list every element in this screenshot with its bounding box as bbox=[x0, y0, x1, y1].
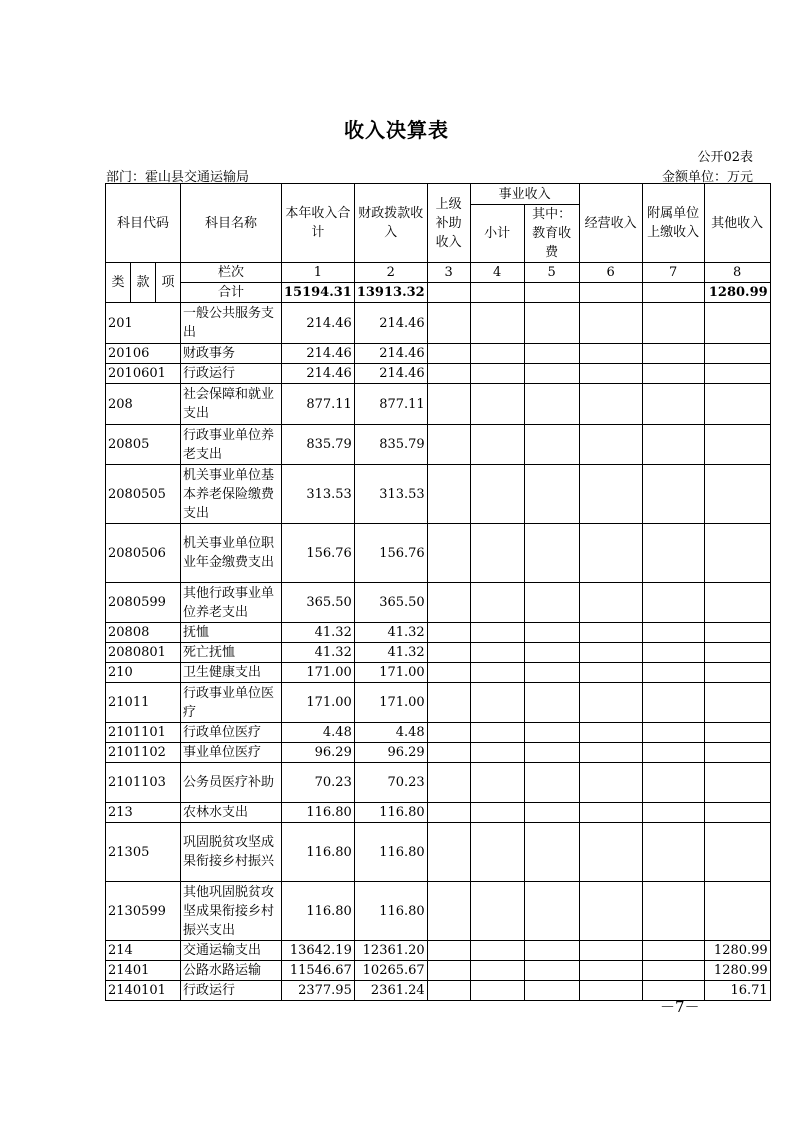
row-name: 社会保障和就业支出 bbox=[181, 384, 282, 425]
row-fiscal-allocation: 214.46 bbox=[354, 303, 427, 344]
row-education-fees bbox=[524, 823, 579, 882]
row-other-income bbox=[704, 683, 770, 723]
row-other-income bbox=[704, 524, 770, 583]
header-xiang: 项 bbox=[156, 263, 181, 303]
row-annual-income-total: 116.80 bbox=[282, 823, 355, 882]
row-annual-income-total: 214.46 bbox=[282, 303, 355, 344]
row-affiliated-income bbox=[642, 524, 704, 583]
table-row bbox=[106, 882, 771, 941]
row-affiliated-income bbox=[642, 763, 704, 803]
total-education-fees bbox=[524, 283, 579, 303]
row-subtotal bbox=[470, 961, 524, 981]
row-code: 20805 bbox=[106, 425, 181, 465]
total-label: 合计 bbox=[181, 283, 282, 303]
row-code: 2101102 bbox=[106, 743, 181, 763]
row-subtotal bbox=[470, 763, 524, 803]
row-operating-income bbox=[579, 823, 642, 882]
col-number: 2 bbox=[354, 263, 427, 283]
table-row bbox=[106, 384, 771, 425]
row-name: 行政事业单位医疗 bbox=[181, 683, 282, 723]
unit-label: 金额单位：万元 bbox=[661, 170, 753, 185]
page-title: 收入决算表 bbox=[344, 118, 449, 142]
row-affiliated-income bbox=[642, 344, 704, 364]
total-other-income: 1280.99 bbox=[704, 283, 770, 303]
row-fiscal-allocation: 4.48 bbox=[354, 723, 427, 743]
row-other-income bbox=[704, 743, 770, 763]
row-subtotal bbox=[470, 882, 524, 941]
row-annual-income-total: 41.32 bbox=[282, 643, 355, 663]
header-education-fees: 其中：教育收费 bbox=[524, 205, 579, 263]
row-operating-income bbox=[579, 623, 642, 643]
row-affiliated-income bbox=[642, 941, 704, 961]
row-name: 行政运行 bbox=[181, 364, 282, 384]
row-code: 2101103 bbox=[106, 763, 181, 803]
row-operating-income bbox=[579, 683, 642, 723]
row-superior-subsidy bbox=[427, 981, 470, 1001]
header-lei: 类 bbox=[106, 263, 131, 303]
total-subtotal bbox=[470, 283, 524, 303]
col-number: 8 bbox=[704, 263, 770, 283]
row-subtotal bbox=[470, 425, 524, 465]
row-operating-income bbox=[579, 303, 642, 344]
row-affiliated-income bbox=[642, 303, 704, 344]
row-annual-income-total: 365.50 bbox=[282, 583, 355, 623]
total-operating-income bbox=[579, 283, 642, 303]
row-name: 财政事务 bbox=[181, 344, 282, 364]
row-annual-income-total: 13642.19 bbox=[282, 941, 355, 961]
row-superior-subsidy bbox=[427, 763, 470, 803]
row-annual-income-total: 2377.95 bbox=[282, 981, 355, 1001]
row-affiliated-income bbox=[642, 723, 704, 743]
row-superior-subsidy bbox=[427, 961, 470, 981]
row-subtotal bbox=[470, 981, 524, 1001]
row-operating-income bbox=[579, 961, 642, 981]
table-row bbox=[106, 683, 771, 723]
row-other-income bbox=[704, 882, 770, 941]
row-other-income bbox=[704, 583, 770, 623]
total-annual-income: 15194.31 bbox=[282, 283, 355, 303]
row-annual-income-total: 877.11 bbox=[282, 384, 355, 425]
row-annual-income-total: 4.48 bbox=[282, 723, 355, 743]
row-other-income: 16.71 bbox=[704, 981, 770, 1001]
row-name: 公务员医疗补助 bbox=[181, 763, 282, 803]
row-subtotal bbox=[470, 643, 524, 663]
row-education-fees bbox=[524, 465, 579, 524]
table-row bbox=[106, 364, 771, 384]
row-subtotal bbox=[470, 364, 524, 384]
row-operating-income bbox=[579, 524, 642, 583]
row-affiliated-income bbox=[642, 803, 704, 823]
row-fiscal-allocation: 41.32 bbox=[354, 643, 427, 663]
row-superior-subsidy bbox=[427, 663, 470, 683]
row-subtotal bbox=[470, 723, 524, 743]
header-affiliated-unit-income: 附属单位上缴收入 bbox=[642, 184, 704, 263]
row-superior-subsidy bbox=[427, 465, 470, 524]
row-superior-subsidy bbox=[427, 803, 470, 823]
header-subject-code: 科目代码 bbox=[106, 184, 181, 263]
row-affiliated-income bbox=[642, 583, 704, 623]
row-annual-income-total: 116.80 bbox=[282, 803, 355, 823]
row-code: 201 bbox=[106, 303, 181, 344]
row-affiliated-income bbox=[642, 882, 704, 941]
row-code: 2101101 bbox=[106, 723, 181, 743]
row-subtotal bbox=[470, 941, 524, 961]
row-name: 一般公共服务支出 bbox=[181, 303, 282, 344]
row-education-fees bbox=[524, 683, 579, 723]
row-annual-income-total: 171.00 bbox=[282, 663, 355, 683]
row-affiliated-income bbox=[642, 384, 704, 425]
row-fiscal-allocation: 835.79 bbox=[354, 425, 427, 465]
row-code: 2130599 bbox=[106, 882, 181, 941]
row-other-income bbox=[704, 623, 770, 643]
row-superior-subsidy bbox=[427, 303, 470, 344]
row-affiliated-income bbox=[642, 663, 704, 683]
row-affiliated-income bbox=[642, 425, 704, 465]
row-fiscal-allocation: 214.46 bbox=[354, 344, 427, 364]
row-other-income bbox=[704, 364, 770, 384]
row-operating-income bbox=[579, 364, 642, 384]
row-subtotal bbox=[470, 384, 524, 425]
table-row bbox=[106, 961, 771, 981]
row-name: 事业单位医疗 bbox=[181, 743, 282, 763]
row-fiscal-allocation: 70.23 bbox=[354, 763, 427, 803]
row-affiliated-income bbox=[642, 364, 704, 384]
row-name: 行政运行 bbox=[181, 981, 282, 1001]
row-name: 卫生健康支出 bbox=[181, 663, 282, 683]
row-code: 21305 bbox=[106, 823, 181, 882]
page-number: －7－ bbox=[660, 998, 700, 1016]
row-annual-income-total: 96.29 bbox=[282, 743, 355, 763]
total-superior-subsidy bbox=[427, 283, 470, 303]
row-education-fees bbox=[524, 723, 579, 743]
col-number: 5 bbox=[524, 263, 579, 283]
header-other-income: 其他收入 bbox=[704, 184, 770, 263]
header-fiscal-allocation: 财政拨款收入 bbox=[354, 184, 427, 263]
row-superior-subsidy bbox=[427, 683, 470, 723]
row-annual-income-total: 70.23 bbox=[282, 763, 355, 803]
row-other-income bbox=[704, 643, 770, 663]
row-affiliated-income bbox=[642, 465, 704, 524]
total-fiscal-allocation: 13913.32 bbox=[354, 283, 427, 303]
table-row bbox=[106, 583, 771, 623]
row-education-fees bbox=[524, 583, 579, 623]
row-subtotal bbox=[470, 303, 524, 344]
row-fiscal-allocation: 116.80 bbox=[354, 823, 427, 882]
row-fiscal-allocation: 116.80 bbox=[354, 882, 427, 941]
row-education-fees bbox=[524, 303, 579, 344]
row-education-fees bbox=[524, 803, 579, 823]
table-row bbox=[106, 344, 771, 364]
row-superior-subsidy bbox=[427, 583, 470, 623]
row-operating-income bbox=[579, 882, 642, 941]
row-other-income: 1280.99 bbox=[704, 961, 770, 981]
row-code: 21401 bbox=[106, 961, 181, 981]
row-affiliated-income bbox=[642, 643, 704, 663]
row-code: 20808 bbox=[106, 623, 181, 643]
col-number: 6 bbox=[579, 263, 642, 283]
row-operating-income bbox=[579, 384, 642, 425]
row-code: 2080506 bbox=[106, 524, 181, 583]
row-code: 2080505 bbox=[106, 465, 181, 524]
row-name: 抚恤 bbox=[181, 623, 282, 643]
row-code: 213 bbox=[106, 803, 181, 823]
row-name: 其他巩固脱贫攻坚成果衔接乡村振兴支出 bbox=[181, 882, 282, 941]
row-education-fees bbox=[524, 384, 579, 425]
form-number: 公开02表 bbox=[697, 150, 753, 165]
row-operating-income bbox=[579, 344, 642, 364]
row-fiscal-allocation: 41.32 bbox=[354, 623, 427, 643]
row-education-fees bbox=[524, 643, 579, 663]
row-education-fees bbox=[524, 364, 579, 384]
header-business-income: 事业收入 bbox=[470, 184, 579, 205]
row-operating-income bbox=[579, 763, 642, 803]
row-other-income bbox=[704, 723, 770, 743]
row-education-fees bbox=[524, 425, 579, 465]
row-name: 机关事业单位职业年金缴费支出 bbox=[181, 524, 282, 583]
row-code: 208 bbox=[106, 384, 181, 425]
row-subtotal bbox=[470, 743, 524, 763]
row-subtotal bbox=[470, 465, 524, 524]
row-subtotal bbox=[470, 583, 524, 623]
row-code: 20106 bbox=[106, 344, 181, 364]
row-superior-subsidy bbox=[427, 823, 470, 882]
row-other-income bbox=[704, 763, 770, 803]
table-row bbox=[106, 723, 771, 743]
row-superior-subsidy bbox=[427, 344, 470, 364]
col-number: 4 bbox=[470, 263, 524, 283]
row-code: 2140101 bbox=[106, 981, 181, 1001]
row-operating-income bbox=[579, 663, 642, 683]
row-other-income bbox=[704, 465, 770, 524]
row-superior-subsidy bbox=[427, 384, 470, 425]
header-subject-name: 科目名称 bbox=[181, 184, 282, 263]
table-row bbox=[106, 643, 771, 663]
table-row bbox=[106, 425, 771, 465]
row-subtotal bbox=[470, 683, 524, 723]
row-subtotal bbox=[470, 344, 524, 364]
row-code: 2010601 bbox=[106, 364, 181, 384]
col-number: 7 bbox=[642, 263, 704, 283]
row-name: 巩固脱贫攻坚成果衔接乡村振兴 bbox=[181, 823, 282, 882]
row-fiscal-allocation: 171.00 bbox=[354, 663, 427, 683]
row-fiscal-allocation: 156.76 bbox=[354, 524, 427, 583]
row-name: 行政单位医疗 bbox=[181, 723, 282, 743]
row-name: 公路水路运输 bbox=[181, 961, 282, 981]
row-education-fees bbox=[524, 524, 579, 583]
row-annual-income-total: 835.79 bbox=[282, 425, 355, 465]
row-name: 机关事业单位基本养老保险缴费支出 bbox=[181, 465, 282, 524]
row-operating-income bbox=[579, 981, 642, 1001]
row-affiliated-income bbox=[642, 743, 704, 763]
row-fiscal-allocation: 12361.20 bbox=[354, 941, 427, 961]
row-code: 214 bbox=[106, 941, 181, 961]
row-superior-subsidy bbox=[427, 941, 470, 961]
row-subtotal bbox=[470, 524, 524, 583]
row-fiscal-allocation: 214.46 bbox=[354, 364, 427, 384]
table-row bbox=[106, 763, 771, 803]
row-name: 死亡抚恤 bbox=[181, 643, 282, 663]
row-other-income bbox=[704, 823, 770, 882]
row-superior-subsidy bbox=[427, 623, 470, 643]
row-code: 210 bbox=[106, 663, 181, 683]
row-education-fees bbox=[524, 623, 579, 643]
row-annual-income-total: 214.46 bbox=[282, 364, 355, 384]
row-superior-subsidy bbox=[427, 425, 470, 465]
row-fiscal-allocation: 365.50 bbox=[354, 583, 427, 623]
row-affiliated-income bbox=[642, 623, 704, 643]
row-fiscal-allocation: 171.00 bbox=[354, 683, 427, 723]
row-fiscal-allocation: 116.80 bbox=[354, 803, 427, 823]
row-name: 其他行政事业单位养老支出 bbox=[181, 583, 282, 623]
row-operating-income bbox=[579, 583, 642, 623]
row-annual-income-total: 11546.67 bbox=[282, 961, 355, 981]
row-code: 2080599 bbox=[106, 583, 181, 623]
row-operating-income bbox=[579, 803, 642, 823]
row-operating-income bbox=[579, 643, 642, 663]
header-subtotal: 小计 bbox=[470, 205, 524, 263]
row-superior-subsidy bbox=[427, 723, 470, 743]
row-fiscal-allocation: 877.11 bbox=[354, 384, 427, 425]
col-number: 1 bbox=[282, 263, 355, 283]
table-row bbox=[106, 623, 771, 643]
row-fiscal-allocation: 96.29 bbox=[354, 743, 427, 763]
department-label: 部门：霍山县交通运输局 bbox=[106, 170, 250, 185]
row-subtotal bbox=[470, 803, 524, 823]
row-subtotal bbox=[470, 663, 524, 683]
row-annual-income-total: 116.80 bbox=[282, 882, 355, 941]
row-education-fees bbox=[524, 981, 579, 1001]
table-row bbox=[106, 663, 771, 683]
row-name: 交通运输支出 bbox=[181, 941, 282, 961]
row-superior-subsidy bbox=[427, 524, 470, 583]
row-fiscal-allocation: 313.53 bbox=[354, 465, 427, 524]
header-operating-income: 经营收入 bbox=[579, 184, 642, 263]
row-other-income bbox=[704, 663, 770, 683]
row-education-fees bbox=[524, 743, 579, 763]
row-code: 2080801 bbox=[106, 643, 181, 663]
row-superior-subsidy bbox=[427, 643, 470, 663]
row-operating-income bbox=[579, 425, 642, 465]
row-subtotal bbox=[470, 823, 524, 882]
header-kuan: 款 bbox=[131, 263, 156, 303]
income-statement-table bbox=[105, 183, 771, 1001]
row-education-fees bbox=[524, 663, 579, 683]
col-number: 3 bbox=[427, 263, 470, 283]
row-name: 行政事业单位养老支出 bbox=[181, 425, 282, 465]
row-subtotal bbox=[470, 623, 524, 643]
row-other-income bbox=[704, 344, 770, 364]
table-row bbox=[106, 743, 771, 763]
row-affiliated-income bbox=[642, 823, 704, 882]
row-annual-income-total: 41.32 bbox=[282, 623, 355, 643]
table-row bbox=[106, 303, 771, 344]
row-other-income bbox=[704, 303, 770, 344]
table-row bbox=[106, 524, 771, 583]
row-operating-income bbox=[579, 743, 642, 763]
row-superior-subsidy bbox=[427, 364, 470, 384]
row-annual-income-total: 214.46 bbox=[282, 344, 355, 364]
row-education-fees bbox=[524, 961, 579, 981]
table-row bbox=[106, 465, 771, 524]
row-fiscal-allocation: 2361.24 bbox=[354, 981, 427, 1001]
row-affiliated-income bbox=[642, 683, 704, 723]
row-annual-income-total: 156.76 bbox=[282, 524, 355, 583]
row-operating-income bbox=[579, 723, 642, 743]
header-superior-subsidy: 上级补助收入 bbox=[427, 184, 470, 263]
row-affiliated-income bbox=[642, 961, 704, 981]
header-annual-income-total: 本年收入合计 bbox=[282, 184, 355, 263]
row-education-fees bbox=[524, 882, 579, 941]
row-education-fees bbox=[524, 344, 579, 364]
table-row bbox=[106, 941, 771, 961]
row-superior-subsidy bbox=[427, 743, 470, 763]
header-column-order: 栏次 bbox=[181, 263, 282, 283]
row-fiscal-allocation: 10265.67 bbox=[354, 961, 427, 981]
table-row bbox=[106, 803, 771, 823]
table-row bbox=[106, 823, 771, 882]
row-education-fees bbox=[524, 763, 579, 803]
row-other-income bbox=[704, 803, 770, 823]
row-operating-income bbox=[579, 941, 642, 961]
row-annual-income-total: 171.00 bbox=[282, 683, 355, 723]
row-annual-income-total: 313.53 bbox=[282, 465, 355, 524]
row-code: 21011 bbox=[106, 683, 181, 723]
row-other-income bbox=[704, 384, 770, 425]
row-superior-subsidy bbox=[427, 882, 470, 941]
row-name: 农林水支出 bbox=[181, 803, 282, 823]
row-operating-income bbox=[579, 465, 642, 524]
row-other-income: 1280.99 bbox=[704, 941, 770, 961]
row-other-income bbox=[704, 425, 770, 465]
row-education-fees bbox=[524, 941, 579, 961]
total-affiliated-income bbox=[642, 283, 704, 303]
